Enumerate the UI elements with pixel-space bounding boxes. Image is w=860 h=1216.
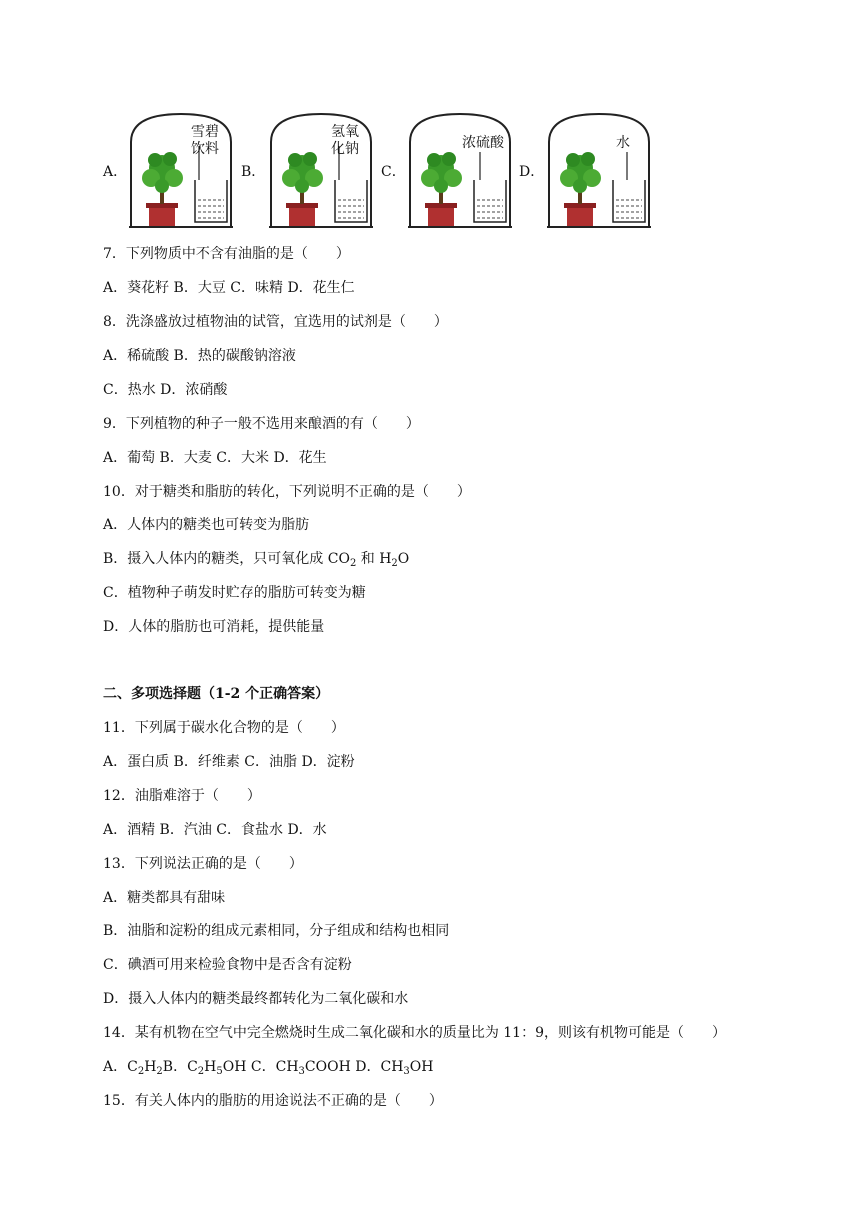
potted-plant-icon [421,152,462,226]
question-12-options[interactable]: A．酒精 B．汽油 C．食盐水 D．水 [103,822,327,838]
bell-jar-figure-a [129,112,233,228]
jar-label-c: 浓硫酸 [462,135,504,151]
option-text: H [204,1059,217,1075]
option-text: O [397,551,410,567]
subscript: 5 [216,1066,223,1077]
question-8-stem: 8．洗涤盛放过植物油的试管，宜选用的试剂是（ ） [103,314,448,330]
question-7-stem: 7．下列物质中不含有油脂的是（ ） [103,246,350,262]
question-13-stem: 13．下列说法正确的是（ ） [103,856,303,872]
option-c-label[interactable]: C． [381,164,406,180]
question-8-options-1[interactable]: A．稀硫酸 B．热的碳酸钠溶液 [103,348,296,364]
figure-options-row [103,112,663,230]
subscript: 2 [349,558,357,569]
jar-label-a [181,124,229,158]
question-15-stem: 15．有关人体内的脂肪的用途说法不正确的是（ ） [103,1093,443,1109]
subscript: 3 [298,1066,305,1077]
jar-label-line: 雪碧 [191,124,219,140]
jar-label-line: 饮料 [191,141,219,157]
question-8-options-2[interactable]: C．热水 D．浓硝酸 [103,382,228,398]
option-text: COOH [304,1059,351,1075]
bell-jar-figure-d [547,112,651,228]
option-b-label[interactable]: B． [241,164,266,180]
jar-label-line: 化钠 [331,141,359,157]
bell-jar-figure-b [269,112,373,228]
option-text: C．CH [246,1059,299,1075]
beaker-icon [474,152,506,222]
question-13-option-b[interactable]: B．油脂和淀粉的组成元素相同，分子组成和结构也相同 [103,923,450,939]
question-10-option-c[interactable]: C．植物种子萌发时贮存的脂肪可转变为糖 [103,585,366,601]
question-9-stem: 9．下列植物的种子一般不选用来酿酒的有（ ） [103,416,420,432]
jar-label-d: 水 [616,135,630,151]
option-text: H [144,1059,157,1075]
question-10-stem: 10．对于糖类和脂肪的转化，下列说明不正确的是（ ） [103,484,471,500]
potted-plant-icon [560,152,601,226]
option-text: OH [222,1059,247,1075]
subscript: 2 [156,1066,163,1077]
option-d-label[interactable]: D． [519,164,545,180]
question-10-option-d[interactable]: D．人体的脂肪也可消耗，提供能量 [103,619,325,635]
question-13-option-c[interactable]: C．碘酒可用来检验食物中是否含有淀粉 [103,957,352,973]
question-11-options[interactable]: A．蛋白质 B．纤维素 C．油脂 D．淀粉 [103,754,355,770]
option-text: 和 H [356,551,392,567]
option-text: OH [409,1059,434,1075]
bell-jar-drawing [408,112,512,228]
bell-jar-drawing [547,112,651,228]
question-13-option-a[interactable]: A．糖类都具有甜味 [103,890,226,906]
question-10-option-b[interactable] [103,549,409,569]
potted-plant-icon [282,152,323,226]
jar-label-line: 氢氧 [331,124,359,140]
question-14-stem: 14．某有机物在空气中完全燃烧时生成二氧化碳和水的质量比为 11：9，则该有机物可能是（ ） [103,1025,726,1041]
beaker-icon [613,152,645,222]
question-11-stem: 11．下列属于碳水化合物的是（ ） [103,720,345,736]
jar-label-b [321,124,369,158]
potted-plant-icon [142,152,183,226]
subscript: 3 [403,1066,410,1077]
subscript: 2 [137,1066,145,1077]
question-10-option-a[interactable]: A．人体内的糖类也可转变为脂肪 [103,517,310,533]
question-7-options[interactable]: A．葵花籽 B．大豆 C．味精 D．花生仁 [103,280,355,296]
subscript: 2 [197,1066,205,1077]
question-12-stem: 12．油脂难溶于（ ） [103,788,261,804]
bell-jar-figure-c [408,112,512,228]
question-14-options[interactable] [103,1057,433,1077]
option-a-label[interactable]: A． [103,164,128,180]
option-text: A．C [103,1059,138,1075]
option-text: D．CH [350,1059,404,1075]
option-text: B．摄入人体内的糖类，只可氧化成 CO [103,551,350,567]
section-title: 二、多项选择题（1-2 个正确答案） [103,686,330,702]
subscript: 2 [391,558,398,569]
question-13-option-d[interactable]: D．摄入人体内的糖类最终都转化为二氧化碳和水 [103,991,409,1007]
option-text: B．C [162,1059,198,1075]
question-9-options[interactable]: A．葡萄 B．大麦 C．大米 D．花生 [103,450,327,466]
